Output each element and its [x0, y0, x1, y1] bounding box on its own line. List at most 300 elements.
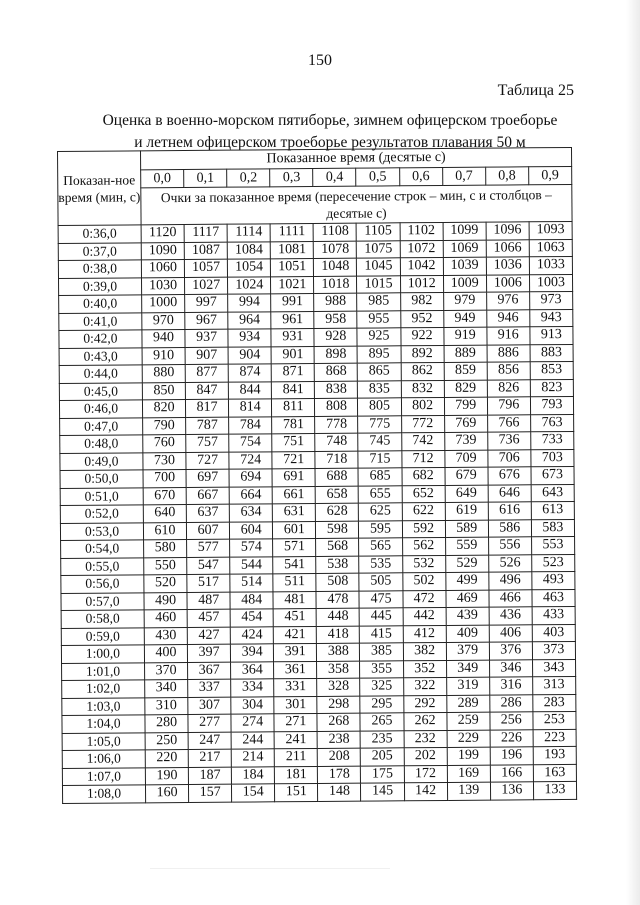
time-cell: 0:57,0	[61, 592, 144, 610]
score-cell: 295	[360, 695, 403, 713]
score-cell: 994	[228, 294, 271, 312]
score-cell: 394	[231, 644, 274, 662]
time-column-header: Показан-ное время (мин, с)	[58, 151, 142, 226]
score-cell: 763	[530, 414, 573, 432]
score-cell: 367	[188, 662, 231, 680]
score-cell: 760	[143, 434, 186, 452]
score-cell: 544	[230, 556, 273, 574]
score-cell: 826	[487, 379, 530, 397]
score-cell: 175	[361, 765, 404, 783]
score-cell: 505	[359, 573, 402, 591]
score-cell: 589	[445, 520, 488, 538]
score-cell: 1003	[529, 274, 572, 292]
score-cell: 1069	[443, 240, 486, 258]
score-cell: 922	[400, 327, 443, 345]
score-cell: 331	[274, 678, 317, 696]
score-cell: 847	[185, 382, 228, 400]
score-cell: 682	[402, 467, 445, 485]
score-cell: 640	[143, 504, 186, 522]
score-cell: 886	[487, 344, 530, 362]
score-cell: 226	[490, 729, 533, 747]
score-cell: 406	[489, 624, 532, 642]
score-cell: 895	[358, 345, 401, 363]
score-cell: 289	[446, 695, 489, 713]
tenths-column-header: 0,1	[184, 169, 227, 187]
score-cell: 481	[273, 591, 316, 609]
score-cell: 1015	[357, 275, 400, 293]
tenths-column-header: 0,8	[485, 167, 528, 185]
score-cell: 217	[188, 749, 231, 767]
score-cell: 514	[230, 574, 273, 592]
score-cell: 382	[403, 642, 446, 660]
time-cell: 1:06,0	[62, 750, 145, 768]
score-cell: 1099	[443, 222, 486, 240]
score-cell: 706	[488, 449, 531, 467]
score-cell: 460	[144, 609, 187, 627]
score-cell: 928	[314, 328, 357, 346]
score-cell: 376	[489, 642, 532, 660]
score-cell: 277	[188, 714, 231, 732]
score-cell: 532	[402, 555, 445, 573]
score-cell: 709	[445, 450, 488, 468]
score-cell: 454	[230, 609, 273, 627]
score-cell: 229	[447, 730, 490, 748]
score-cell: 436	[489, 607, 532, 625]
score-cell: 652	[402, 485, 445, 503]
score-cell: 874	[228, 364, 271, 382]
score-cell: 619	[445, 502, 488, 520]
score-cell: 772	[401, 415, 444, 433]
tenths-column-header: 0,4	[313, 168, 356, 186]
time-cell: 1:01,0	[62, 662, 145, 680]
score-cell: 1018	[314, 276, 357, 294]
score-cell: 286	[490, 694, 533, 712]
tenths-column-header: 0,3	[270, 168, 313, 186]
score-cell: 280	[145, 714, 188, 732]
score-cell: 814	[229, 399, 272, 417]
score-cell: 703	[531, 449, 574, 467]
score-cell: 1051	[271, 258, 314, 276]
score-cell: 580	[144, 539, 187, 557]
score-cell: 613	[531, 501, 574, 519]
score-cell: 151	[275, 783, 318, 801]
score-cell: 688	[315, 468, 358, 486]
score-cell: 949	[443, 310, 486, 328]
score-cell: 187	[188, 767, 231, 785]
score-cell: 1072	[400, 240, 443, 258]
time-cell: 0:47,0	[60, 417, 143, 435]
score-cell: 190	[145, 767, 188, 785]
score-cell: 622	[402, 502, 445, 520]
time-cell: 0:37,0	[58, 242, 141, 260]
score-cell: 1048	[314, 258, 357, 276]
score-cell: 829	[444, 380, 487, 398]
time-cell: 0:39,0	[58, 277, 141, 295]
score-cell: 145	[361, 783, 404, 801]
score-cell: 838	[315, 381, 358, 399]
time-cell: 0:50,0	[60, 470, 143, 488]
score-cell: 1009	[443, 275, 486, 293]
score-cell: 559	[445, 537, 488, 555]
score-cell: 745	[358, 433, 401, 451]
score-cell: 247	[188, 732, 231, 750]
time-cell: 0:43,0	[59, 347, 142, 365]
time-cell: 1:05,0	[62, 732, 145, 750]
score-cell: 748	[315, 433, 358, 451]
score-cell: 202	[404, 747, 447, 765]
score-cell: 547	[187, 557, 230, 575]
score-cell: 988	[314, 293, 357, 311]
score-cell: 565	[359, 538, 402, 556]
score-cell: 832	[401, 380, 444, 398]
score-cell: 775	[358, 415, 401, 433]
score-table-body	[58, 221, 577, 803]
score-cell: 499	[445, 572, 488, 590]
time-cell: 0:44,0	[59, 365, 142, 383]
score-cell: 388	[317, 643, 360, 661]
score-cell: 877	[185, 364, 228, 382]
score-cell: 415	[360, 625, 403, 643]
score-cell: 433	[532, 606, 575, 624]
score-cell: 955	[357, 310, 400, 328]
time-cell: 0:38,0	[58, 260, 141, 278]
score-cell: 799	[444, 397, 487, 415]
score-cell: 676	[488, 467, 531, 485]
score-cell: 1081	[270, 241, 313, 259]
score-cell: 211	[274, 748, 317, 766]
score-cell: 913	[530, 326, 573, 344]
score-cell: 796	[487, 397, 530, 415]
score-cell: 595	[359, 520, 402, 538]
score-cell: 907	[185, 347, 228, 365]
score-cell: 1036	[486, 257, 529, 275]
score-cell: 574	[230, 539, 273, 557]
score-cell: 334	[231, 679, 274, 697]
time-cell: 1:00,0	[61, 645, 144, 663]
score-cell: 700	[143, 469, 186, 487]
score-cell: 1084	[227, 241, 270, 259]
score-cell: 274	[231, 714, 274, 732]
score-cell: 478	[316, 591, 359, 609]
score-cell: 841	[272, 381, 315, 399]
score-cell: 142	[404, 782, 447, 800]
score-cell: 655	[359, 485, 402, 503]
time-cell: 0:42,0	[59, 330, 142, 348]
scan-edge-shadow	[626, 0, 640, 905]
score-cell: 724	[229, 451, 272, 469]
score-cell: 1039	[443, 257, 486, 275]
score-cell: 361	[274, 661, 317, 679]
score-cell: 1012	[400, 275, 443, 293]
score-cell: 946	[487, 309, 530, 327]
score-cell: 718	[315, 451, 358, 469]
tenths-column-header: 0,6	[399, 167, 442, 185]
score-cell: 523	[532, 554, 575, 572]
score-cell: 373	[532, 641, 575, 659]
score-cell: 787	[186, 417, 229, 435]
score-cell: 466	[489, 589, 532, 607]
time-cell: 0:40,0	[59, 295, 142, 313]
score-cell: 472	[403, 590, 446, 608]
score-cell: 235	[361, 730, 404, 748]
score-cell: 883	[530, 344, 573, 362]
score-cell: 403	[532, 624, 575, 642]
score-cell: 1111	[270, 223, 313, 241]
scores-note-header: Очки за показанное время (пересечение строк – мин, с и столбцов – десятые с)	[141, 184, 572, 224]
score-cell: 997	[185, 294, 228, 312]
score-cell: 811	[272, 398, 315, 416]
score-cell: 424	[230, 626, 273, 644]
score-cell: 607	[187, 522, 230, 540]
score-cell: 439	[446, 607, 489, 625]
time-cell: 0:46,0	[59, 400, 142, 418]
score-cell: 766	[487, 414, 530, 432]
score-cell: 490	[144, 592, 187, 610]
score-cell: 976	[486, 292, 529, 310]
score-cell: 487	[187, 592, 230, 610]
score-cell: 556	[488, 537, 531, 555]
score-cell: 292	[403, 695, 446, 713]
score-cell: 520	[144, 574, 187, 592]
score-cell: 1045	[357, 258, 400, 276]
score-cell: 298	[317, 696, 360, 714]
score-cell: 898	[314, 346, 357, 364]
score-cell: 313	[532, 676, 575, 694]
score-cell: 508	[316, 573, 359, 591]
score-cell: 694	[229, 469, 272, 487]
score-cell: 730	[143, 452, 186, 470]
score-cell: 850	[142, 382, 185, 400]
time-cell: 0:55,0	[61, 557, 144, 575]
score-cell: 961	[271, 311, 314, 329]
score-cell: 421	[274, 626, 317, 644]
score-cell: 634	[229, 504, 272, 522]
score-cell: 157	[189, 784, 232, 802]
score-cell: 952	[400, 310, 443, 328]
score-cell: 958	[314, 311, 357, 329]
score-cell: 208	[318, 748, 361, 766]
score-cell: 475	[359, 590, 402, 608]
score-cell: 250	[145, 732, 188, 750]
score-cell: 577	[187, 539, 230, 557]
score-cell: 160	[145, 784, 188, 802]
score-cell: 493	[532, 571, 575, 589]
score-cell: 1033	[529, 256, 572, 274]
score-cell: 712	[401, 450, 444, 468]
score-cell: 253	[533, 711, 576, 729]
score-cell: 628	[316, 503, 359, 521]
score-cell: 154	[232, 784, 275, 802]
score-cell: 319	[446, 677, 489, 695]
score-cell: 535	[359, 555, 402, 573]
score-cell: 823	[530, 379, 573, 397]
score-cell: 238	[317, 731, 360, 749]
score-cell: 643	[531, 484, 574, 502]
score-cell: 1006	[486, 274, 529, 292]
score-cell: 457	[187, 609, 230, 627]
score-cell: 904	[228, 346, 271, 364]
score-cell: 793	[530, 396, 573, 414]
score-cell: 604	[230, 521, 273, 539]
score-cell: 1078	[314, 241, 357, 259]
score-cell: 691	[272, 468, 315, 486]
score-cell: 778	[315, 416, 358, 434]
score-cell: 754	[229, 434, 272, 452]
score-cell: 583	[531, 519, 574, 537]
score-cell: 355	[360, 660, 403, 678]
score-cell: 853	[530, 361, 573, 379]
score-cell: 265	[360, 713, 403, 731]
score-cell: 733	[531, 431, 574, 449]
score-cell: 817	[186, 399, 229, 417]
score-cell: 304	[231, 696, 274, 714]
table-row	[62, 781, 576, 803]
score-cell: 868	[315, 363, 358, 381]
score-cell: 673	[531, 466, 574, 484]
score-cell: 919	[444, 327, 487, 345]
score-cell: 937	[185, 329, 228, 347]
score-cell: 1057	[184, 259, 227, 277]
score-cell: 241	[274, 731, 317, 749]
score-cell: 979	[443, 292, 486, 310]
score-cell: 526	[488, 554, 531, 572]
score-cell: 646	[488, 484, 531, 502]
score-cell: 445	[360, 608, 403, 626]
score-cell: 310	[145, 697, 188, 715]
score-cell: 1093	[529, 221, 572, 239]
score-cell: 223	[533, 729, 576, 747]
score-cell: 1021	[271, 276, 314, 294]
score-cell: 820	[142, 399, 185, 417]
score-cell: 259	[447, 712, 490, 730]
score-cell: 943	[530, 309, 573, 327]
score-cell: 880	[142, 364, 185, 382]
score-cell: 262	[403, 712, 446, 730]
score-cell: 985	[357, 293, 400, 311]
score-cell: 328	[317, 678, 360, 696]
score-cell: 727	[186, 452, 229, 470]
score-cell: 529	[445, 555, 488, 573]
score-cell: 553	[531, 536, 574, 554]
score-cell: 196	[490, 747, 533, 765]
score-cell: 934	[228, 329, 271, 347]
score-cell: 316	[489, 677, 532, 695]
score-cell: 721	[272, 451, 315, 469]
score-cell: 364	[231, 661, 274, 679]
score-cell: 541	[273, 556, 316, 574]
score-cell: 268	[317, 713, 360, 731]
score-cell: 469	[446, 590, 489, 608]
score-cell: 400	[144, 644, 187, 662]
score-cell: 661	[272, 486, 315, 504]
time-cell: 1:03,0	[62, 697, 145, 715]
score-cell: 601	[273, 521, 316, 539]
time-cell: 0:49,0	[60, 452, 143, 470]
score-cell: 340	[145, 679, 188, 697]
score-cell: 1054	[228, 259, 271, 277]
score-cell: 892	[401, 345, 444, 363]
score-cell: 133	[533, 781, 576, 799]
score-cell: 1060	[141, 260, 184, 278]
score-cell: 1117	[184, 224, 227, 242]
score-cell: 136	[490, 782, 533, 800]
score-cell: 358	[317, 661, 360, 679]
score-cell: 664	[229, 486, 272, 504]
score-cell: 916	[487, 327, 530, 345]
score-cell: 220	[145, 749, 188, 767]
page-number: 150	[308, 52, 332, 69]
score-cell: 751	[272, 433, 315, 451]
score-cell: 448	[316, 608, 359, 626]
score-cell: 769	[444, 415, 487, 433]
score-cell: 166	[490, 764, 533, 782]
time-cell: 0:48,0	[60, 435, 143, 453]
score-cell: 784	[229, 416, 272, 434]
score-cell: 193	[533, 746, 576, 764]
table-label: Таблица 25	[497, 82, 574, 99]
score-cell: 658	[316, 486, 359, 504]
score-cell: 1108	[313, 223, 356, 241]
time-cell: 0:36,0	[58, 225, 141, 243]
score-cell: 349	[446, 660, 489, 678]
score-cell: 1000	[142, 295, 185, 313]
score-cell: 1090	[141, 242, 184, 260]
time-cell: 0:45,0	[59, 382, 142, 400]
score-cell: 808	[315, 398, 358, 416]
score-cell: 1042	[400, 257, 443, 275]
tenths-column-header: 0,9	[528, 166, 571, 184]
score-cell: 172	[404, 765, 447, 783]
table-title-line-1: Оценка в военно-морском пятиборье, зимнем офицерском троеборье	[102, 112, 558, 129]
score-cell: 322	[403, 677, 446, 695]
score-cell: 592	[402, 520, 445, 538]
score-cell: 427	[187, 627, 230, 645]
score-cell: 625	[359, 503, 402, 521]
score-cell: 931	[271, 328, 314, 346]
score-cell: 679	[445, 467, 488, 485]
score-cell: 871	[271, 363, 314, 381]
score-cell: 370	[145, 662, 188, 680]
score-cell: 910	[142, 347, 185, 365]
score-cell: 685	[358, 468, 401, 486]
score-cell: 352	[403, 660, 446, 678]
score-cell: 346	[489, 659, 532, 677]
score-cell: 1066	[486, 239, 529, 257]
time-cell: 0:56,0	[61, 575, 144, 593]
score-cell: 343	[532, 659, 575, 677]
score-cell: 550	[144, 557, 187, 575]
score-cell: 856	[487, 362, 530, 380]
score-cell: 337	[188, 679, 231, 697]
score-cell: 379	[446, 642, 489, 660]
score-cell: 484	[230, 591, 273, 609]
score-cell: 715	[358, 450, 401, 468]
score-cell: 802	[401, 397, 444, 415]
time-cell: 0:51,0	[60, 487, 143, 505]
score-cell: 1075	[357, 240, 400, 258]
score-cell: 1105	[357, 223, 400, 241]
score-cell: 631	[273, 503, 316, 521]
score-cell: 865	[358, 363, 401, 381]
score-cell: 412	[403, 625, 446, 643]
score-cell: 982	[400, 292, 443, 310]
score-cell: 973	[529, 291, 572, 309]
score-cell: 1114	[227, 224, 270, 242]
scan-artifact	[150, 868, 390, 869]
score-cell: 232	[404, 730, 447, 748]
score-cell: 925	[357, 328, 400, 346]
score-cell: 325	[360, 678, 403, 696]
